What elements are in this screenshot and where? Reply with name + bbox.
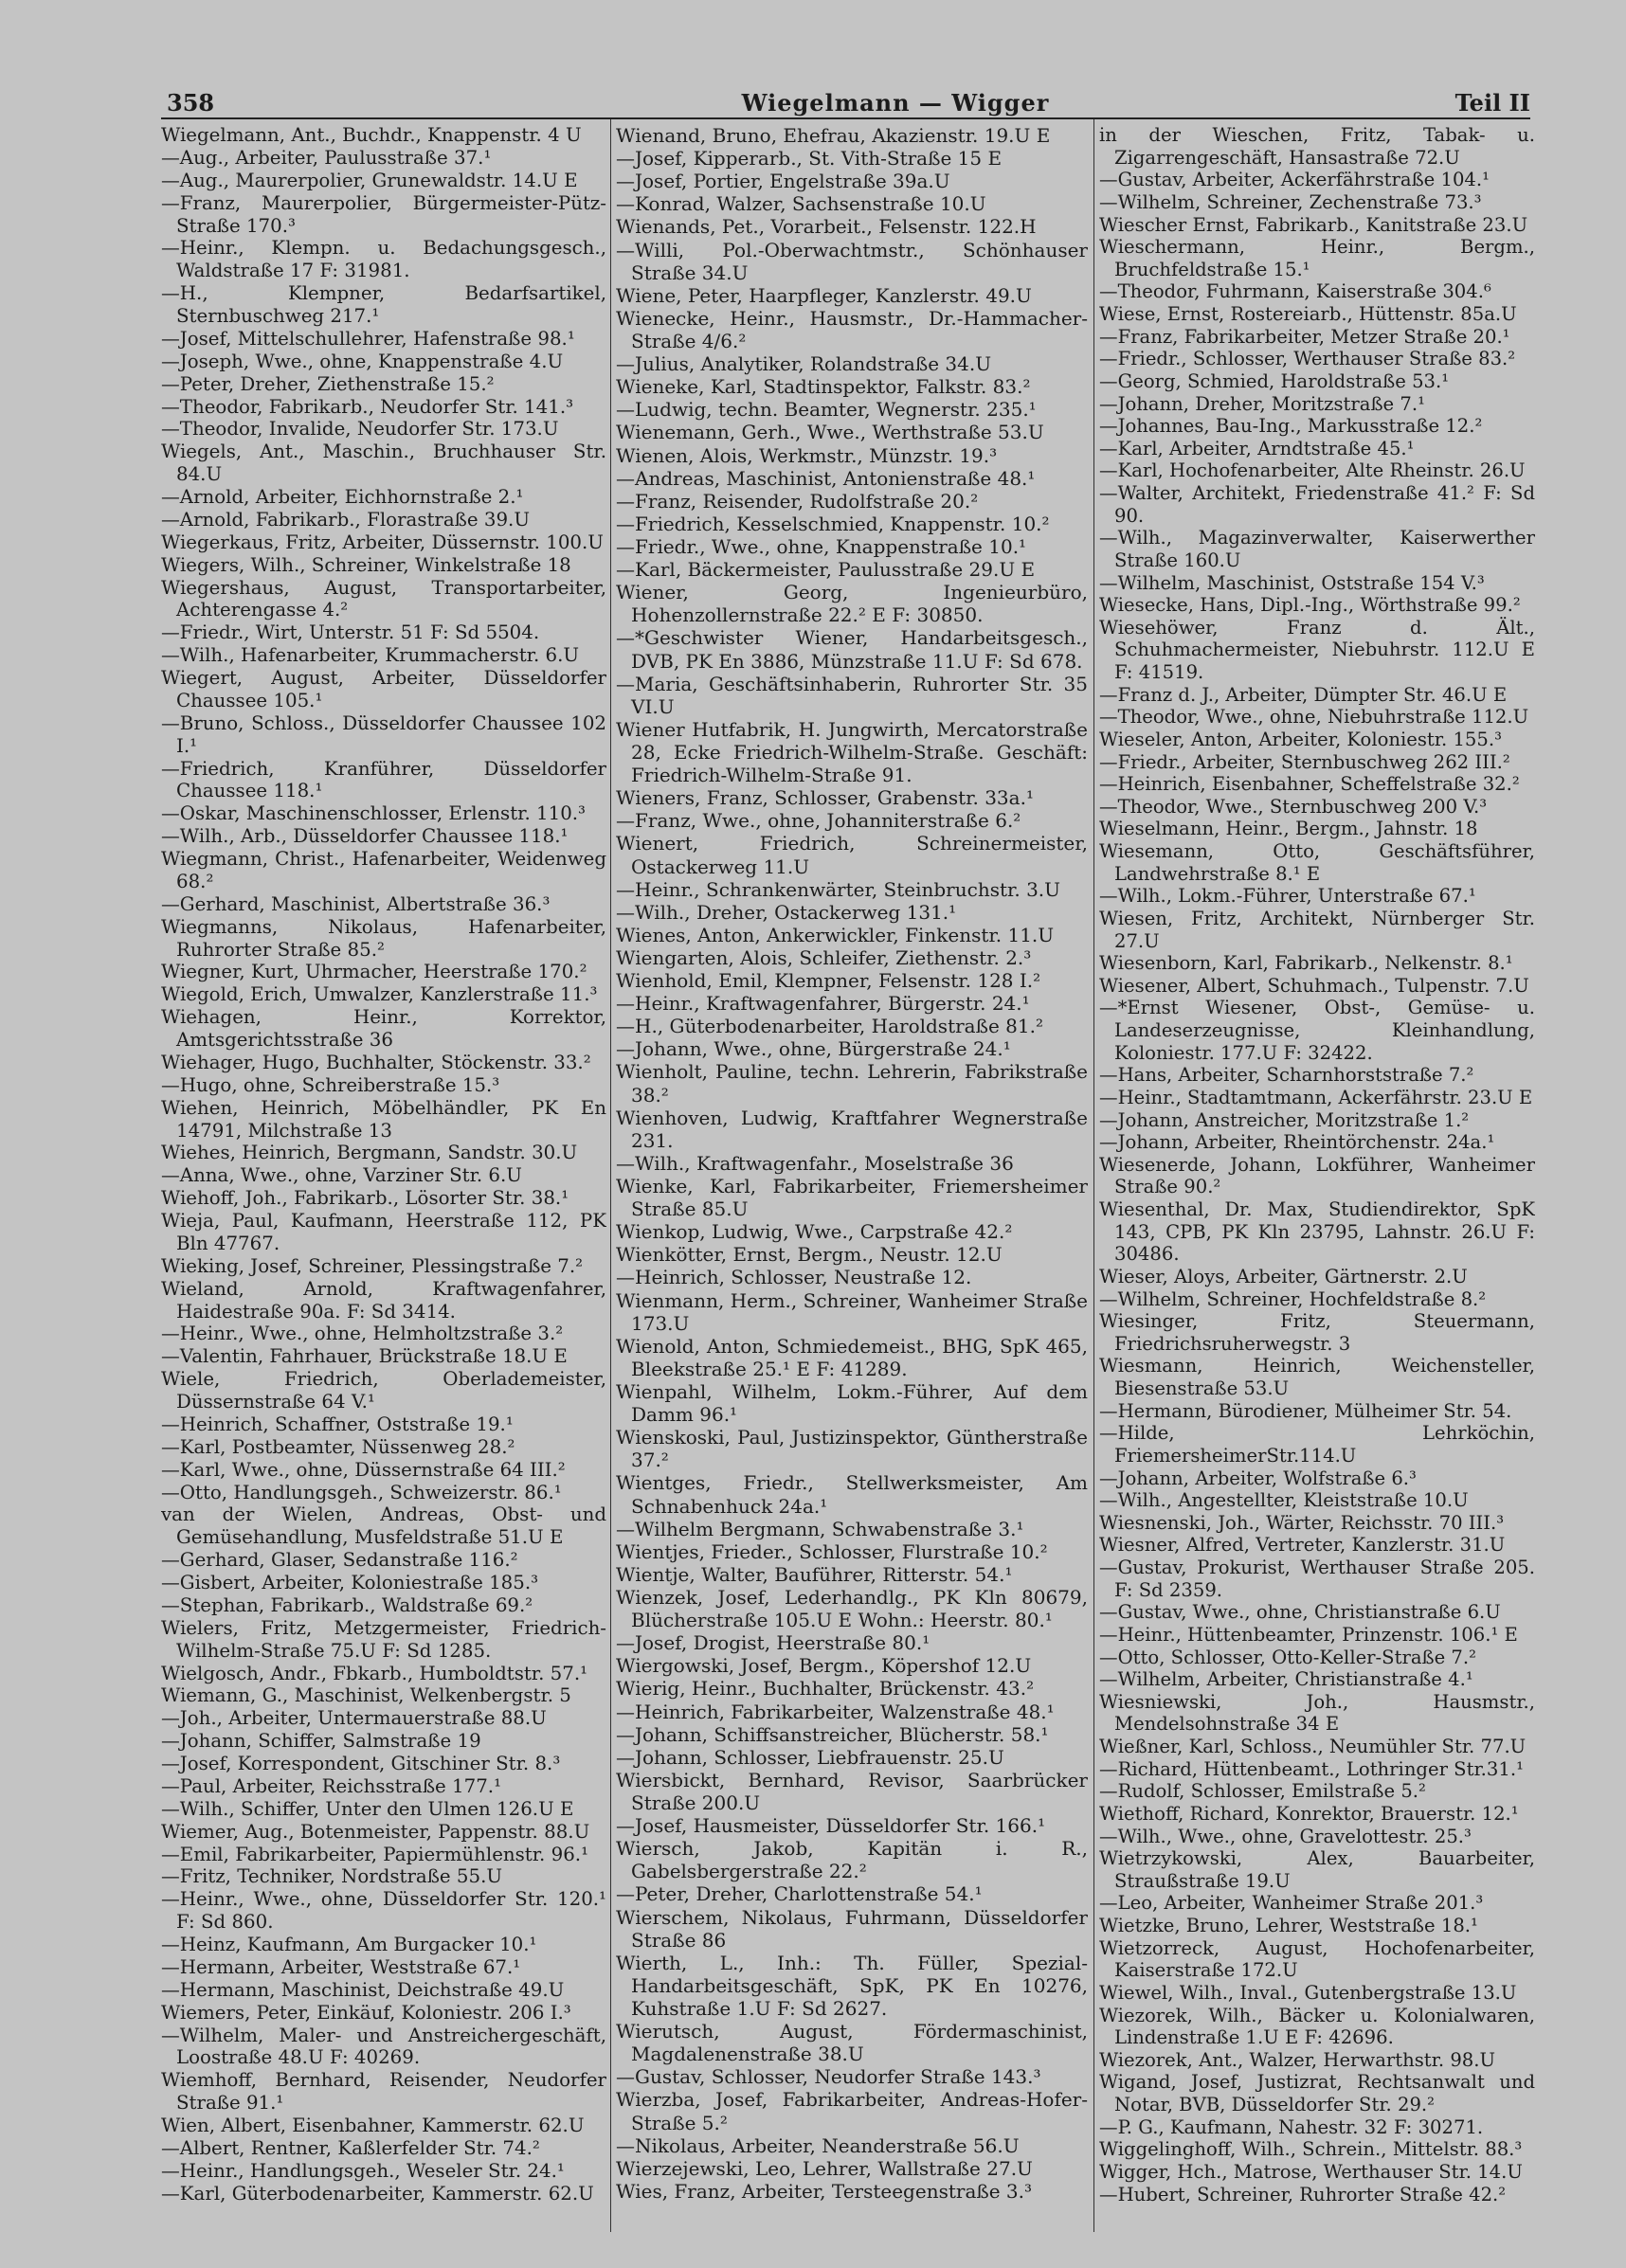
directory-entry: —Nikolaus, Arbeiter, Neanderstraße 56.U (616, 2133, 1020, 2157)
directory-entry: —Maria, Geschäftsinhaberin, Ruhrorter Str. 35 VI.U (616, 672, 1088, 718)
directory-entry: —Johann, Schlosser, Liebfrauenstr. 25.U (616, 1745, 1004, 1769)
directory-entry: —Wilh., Hafenarbeiter, Krummacherstr. 6.U (161, 644, 580, 667)
directory-entry: —Aug., Maurerpolier, Grunewaldstr. 14.U E (161, 169, 578, 191)
directory-entry: Wiemer, Aug., Botenmeister, Pappenstr. 88.U (161, 1820, 590, 1843)
directory-entry: —Heinr., Klempn. u. Bedachungsgesch., Waldstraße 17 F: 31981. (161, 237, 606, 282)
directory-entry: —Johann, Arbeiter, Rheintörchenstr. 24a.¹ (1099, 1131, 1495, 1154)
directory-entry: —Theodor, Invalide, Neudorfer Str. 173.U (161, 418, 559, 441)
directory-entry: Wienecke, Heinr., Hausmstr., Dr.-Hammacher-Straße 4/6.² (616, 306, 1088, 352)
directory-entry: in der Wieschen, Fritz, Tabak- u. Zigarrengeschäft, Hansastraße 72.U (1099, 124, 1535, 169)
directory-entry: —Rudolf, Schlosser, Emilstraße 5.² (1099, 1780, 1426, 1803)
directory-entry: Wieser, Aloys, Arbeiter, Gärtnerstr. 2.U (1099, 1265, 1468, 1287)
page-number: 358 (167, 89, 215, 117)
directory-entry: —Heinr., Wwe., ohne, Helmholtzstraße 3.² (161, 1323, 564, 1345)
directory-entry: Wiegershaus, August, Transportarbeiter, Achterengasse 4.² (161, 576, 606, 621)
directory-entry: Wienhoven, Ludwig, Kraftfahrer Wegnerstraße 231. (616, 1106, 1088, 1152)
directory-entry: —Gustav, Prokurist, Werthauser Straße 205. F: Sd 2359. (1099, 1557, 1535, 1601)
directory-entry: —Johann, Wwe., ohne, Bürgerstraße 24.¹ (616, 1037, 1011, 1061)
directory-entry: Wienand, Bruno, Ehefrau, Akazienstr. 19.U E (616, 124, 1051, 147)
part-label: Teil II (1454, 89, 1530, 117)
directory-entry: —Friedr., Schlosser, Werthauser Straße 83.² (1099, 348, 1516, 370)
directory-entry: Wiegers, Wilh., Schreiner, Winkelstraße 18 (161, 553, 571, 576)
directory-entry: Wieja, Paul, Kaufmann, Heerstraße 112, PK Bln 47767. (161, 1210, 606, 1254)
directory-entry: Wienands, Pet., Vorarbeit., Felsenstr. 122.H (616, 215, 1037, 239)
directory-entry: —Hilde, Lehrköchin, FriemersheimerStr.114.U (1099, 1422, 1535, 1467)
directory-entry: Wiesenborn, Karl, Fabrikarb., Nelkenstr. 8.¹ (1099, 952, 1513, 975)
directory-entry: Wiezorek, Wilh., Bäcker u. Kolonialwaren, Lindenstraße 1.U E F: 42696. (1099, 2004, 1535, 2049)
directory-entry: Wiehagen, Heinr., Korrektor, Amtsgerichtsstraße 36 (161, 1006, 606, 1051)
directory-entry: —Wilh., Kraftwagenfahr., Moselstraße 36 (616, 1151, 1014, 1175)
directory-entry: —Otto, Handlungsgeh., Schweizerstr. 86.¹ (161, 1481, 562, 1503)
directory-entry: Wiescher Ernst, Fabrikarb., Kanitstraße 23.U (1099, 213, 1528, 236)
directory-entry: Wiersbickt, Bernhard, Revisor, Saarbrücker Straße 200.U (616, 1768, 1088, 1814)
directory-entry: —Gustav, Arbeiter, Ackerfährstraße 104.¹ (1099, 169, 1490, 191)
directory-entry: Wiemhoff, Bernhard, Reisender, Neudorfer Straße 91.¹ (161, 2069, 606, 2115)
directory-entry: Wien, Albert, Eisenbahner, Kammerstr. 62.U (161, 2115, 585, 2136)
directory-entry: Wieking, Josef, Schreiner, Plessingstraße 7.² (161, 1254, 584, 1277)
directory-entry: —Heinrich, Schaffner, Oststraße 19.¹ (161, 1413, 514, 1435)
directory-entry: Wiegels, Ant., Maschin., Bruchhauser Str. 84.U (161, 441, 606, 486)
directory-entry: Wiese, Ernst, Rostereiarb., Hüttenstr. 85a.U (1099, 303, 1517, 325)
directory-entry: —Heinrich, Schlosser, Neustraße 12. (616, 1266, 972, 1289)
directory-entry: —Konrad, Walzer, Sachsenstraße 10.U (616, 192, 986, 216)
directory-entry: Wiesener, Albert, Schuhmach., Tulpenstr. 7.U (1099, 974, 1529, 997)
directory-entry: —Wilhelm Bergmann, Schwabenstraße 3.¹ (616, 1517, 1024, 1540)
directory-entry: —Karl, Güterbodenarbeiter, Kammerstr. 62.U (161, 2182, 594, 2205)
directory-entry: —Heinr., Wwe., ohne, Düsseldorfer Str. 120.¹ F: Sd 860. (161, 1888, 606, 1934)
directory-entry: Wienert, Friedrich, Schreinermeister, Ostackerweg 11.U (616, 832, 1088, 878)
directory-entry: —Gerhard, Glaser, Sedanstraße 116.² (161, 1549, 518, 1572)
directory-entry: —Fritz, Techniker, Nordstraße 55.U (161, 1865, 503, 1888)
directory-entry: —Wilhelm, Arbeiter, Christianstraße 4.¹ (1099, 1668, 1473, 1691)
directory-entry: Wiegerkaus, Fritz, Arbeiter, Düssernstr. 100.U (161, 531, 604, 553)
directory-entry: —Karl, Bäckermeister, Paulusstraße 29.U E (616, 558, 1036, 582)
directory-entry: Wietrzykowski, Alex, Bauarbeiter, Straußstraße 19.U (1099, 1847, 1535, 1892)
directory-entry: Wigger, Hch., Matrose, Werthauser Str. 14.U (1099, 2160, 1523, 2183)
directory-entry: —Walter, Architekt, Friedenstraße 41.² F: Sd 90. (1099, 482, 1535, 527)
directory-entry: —Josef, Mittelschullehrer, Hafenstraße 98.¹ (161, 327, 575, 350)
directory-entry: —Heinrich, Fabrikarbeiter, Walzenstraße 48.¹ (616, 1700, 1055, 1723)
directory-entry: Wienke, Karl, Fabrikarbeiter, Friemersheimer Straße 85.U (616, 1175, 1088, 1221)
directory-entry: Wiegelmann, Ant., Buchdr., Knappenstr. 4 U (161, 124, 582, 146)
directory-entry: —P. G., Kaufmann, Nahestr. 32 F: 30271. (1099, 2115, 1484, 2138)
directory-entry: Wienzek, Josef, Lederhandlg., PK Kln 80679, Blücherstraße 105.U E Wohn.: Heerstr. 80.¹ (616, 1586, 1088, 1632)
directory-entry: —Andreas, Maschinist, Antonienstraße 48.¹ (616, 466, 1036, 490)
directory-entry: —Josef, Hausmeister, Düsseldorfer Str. 166.¹ (616, 1814, 1046, 1838)
directory-entry: —Joseph, Wwe., ohne, Knappenstraße 4.U (161, 350, 564, 372)
directory-entry: Wiewel, Wilh., Inval., Gutenbergstraße 13.U (1099, 1981, 1517, 2004)
directory-entry: Wiele, Friedrich, Oberlademeister, Düssernstraße 64 V.¹ (161, 1368, 606, 1413)
directory-entry: —Friedrich, Kranführer, Düsseldorfer Chaussee 118.¹ (161, 757, 606, 802)
directory-entry: —Johann, Schiffer, Salmstraße 19 (161, 1730, 481, 1753)
directory-entry: —Friedr., Wwe., ohne, Knappenstraße 10.¹ (616, 534, 1027, 558)
directory-entry: —*Geschwister Wiener, Handarbeitsgesch., DVB, PK En 3886, Münzstraße 11.U F: Sd 678. (616, 626, 1088, 673)
directory-entry: Wiesinger, Fritz, Steuermann, Friedrichsruherwegstr. 3 (1099, 1310, 1535, 1355)
directory-entry: Wiehoff, Joh., Fabrikarb., Lösorter Str. 38.¹ (161, 1187, 569, 1210)
directory-entry: —Franz, Reisender, Rudolfstraße 20.² (616, 489, 979, 513)
directory-entry: Wieselmann, Heinr., Bergm., Jahnstr. 18 (1099, 818, 1478, 840)
directory-entry: Wienholt, Pauline, techn. Lehrerin, Fabrikstraße 38.² (616, 1060, 1088, 1107)
directory-entry: Wierzejewski, Leo, Lehrer, Wallstraße 27.U (616, 2156, 1033, 2180)
directory-entry: —Theodor, Wwe., ohne, Niebuhrstraße 112.U (1099, 706, 1529, 729)
column-divider (610, 119, 611, 2232)
directory-entry: —Heinr., Handlungsgeh., Weseler Str. 24.¹ (161, 2159, 565, 2182)
directory-entry: —Hermann, Maschinist, Deichstraße 49.U (161, 1978, 565, 2001)
directory-entry: —Wilh., Angestellter, Kleiststraße 10.U (1099, 1489, 1469, 1512)
directory-entry: Wiegert, August, Arbeiter, Düsseldorfer Chaussee 105.¹ (161, 667, 606, 711)
column-divider (1093, 119, 1094, 2232)
header-rule (161, 117, 1530, 119)
directory-entry: Wiesenerde, Johann, Lokführer, Wanheimer Straße 90.² (1099, 1153, 1535, 1198)
directory-entry: Wientges, Friedr., Stellwerksmeister, Am Schnabenhuck 24a.¹ (616, 1471, 1088, 1518)
directory-entry: Wierutsch, August, Fördermaschinist, Magdalenenstraße 38.U (616, 2020, 1088, 2066)
directory-entry: —Anna, Wwe., ohne, Varziner Str. 6.U (161, 1164, 522, 1187)
directory-entry: Wiersch, Jakob, Kapitän i. R., Gabelsbergerstraße 22.² (616, 1837, 1088, 1883)
directory-entry: —Peter, Dreher, Ziethenstraße 15.² (161, 372, 495, 395)
directory-entry: Wiergowski, Josef, Bergm., Köpershof 12.U (616, 1654, 1032, 1678)
directory-entry: —Wilhelm, Schreiner, Hochfeldstraße 8.² (1099, 1287, 1487, 1310)
directory-entry: —Gerhard, Maschinist, Albertstraße 36.³ (161, 892, 551, 915)
directory-entry: Wientjes, Frieder., Schlosser, Flurstraße 10.² (616, 1539, 1048, 1563)
directory-entry: Wienkop, Ludwig, Wwe., Carpstraße 42.² (616, 1220, 1013, 1244)
directory-entry: Wiethoff, Richard, Konrektor, Brauerstr. 12.¹ (1099, 1802, 1519, 1825)
directory-entry: Wiemers, Peter, Einkäuf, Koloniestr. 206 I.³ (161, 2001, 571, 2024)
directory-entry: Wießner, Karl, Schloss., Neumühler Str. 77.U (1099, 1736, 1527, 1757)
directory-entry: Wiesemann, Otto, Geschäftsführer, Landwehrstraße 8.¹ E (1099, 840, 1535, 885)
running-title: Wiegelmann — Wigger (741, 89, 1050, 117)
directory-entry: Wieschermann, Heinr., Bergm., Bruchfeldstraße 15.¹ (1099, 236, 1535, 280)
directory-entry: —Paul, Arbeiter, Reichsstraße 177.¹ (161, 1774, 502, 1797)
directory-entry: —Heinz, Kaufmann, Am Burgacker 10.¹ (161, 1934, 537, 1955)
directory-entry: —Wilh., Wwe., ohne, Gravelottestr. 25.³ (1099, 1825, 1472, 1847)
directory-entry: Wigand, Josef, Justizrat, Rechtsanwalt und Notar, BVB, Düsseldorfer Str. 29.² (1099, 2071, 1535, 2115)
directory-entry: —H., Güterbodenarbeiter, Haroldstraße 81.² (616, 1015, 1043, 1038)
directory-entry: Wiehes, Heinrich, Bergmann, Sandstr. 30.U (161, 1142, 578, 1164)
directory-entry: —H., Klempner, Bedarfsartikel, Sternbuschweg 217.¹ (161, 282, 606, 327)
directory-entry: —Johannes, Bau-Ing., Markusstraße 12.² (1099, 415, 1483, 438)
directory-entry: Wiesmann, Heinrich, Weichensteller, Biesenstraße 53.U (1099, 1355, 1535, 1399)
directory-entry: —Franz, Maurerpolier, Bürgermeister-Pütz-Straße 170.³ (161, 191, 606, 237)
directory-entry: Wiesecke, Hans, Dipl.-Ing., Wörthstraße 99.² (1099, 594, 1521, 617)
directory-entry: —Wilh., Lokm.-Führer, Unterstraße 67.¹ (1099, 885, 1476, 908)
directory-entry: —Franz, Fabrikarbeiter, Metzer Straße 20.¹ (1099, 325, 1510, 348)
directory-entry: —Franz, Wwe., ohne, Johanniterstraße 6.² (616, 809, 1021, 833)
directory-entry: —Ludwig, techn. Beamter, Wegnerstr. 235.¹ (616, 398, 1037, 422)
directory-entry: Wiegold, Erich, Umwalzer, Kanzlerstraße 11.³ (161, 983, 598, 1006)
directory-entry: —Gustav, Schlosser, Neudorfer Straße 143.³ (616, 2065, 1041, 2089)
directory-entry: —Josef, Portier, Engelstraße 39a.U (616, 170, 950, 193)
directory-entry: Wiehen, Heinrich, Möbelhändler, PK En 14791, Milchstraße 13 (161, 1096, 606, 1142)
directory-entry: —Wilh., Arb., Düsseldorfer Chaussee 118.¹ (161, 825, 569, 848)
directory-entry: Wierth, L., Inh.: Th. Füller, Spezial-Handarbeitsgeschäft, SpK, PK En 10276, Kuhstraße 1.U F: Sd 2627. (616, 1951, 1088, 2020)
directory-entry: —Johann, Dreher, Moritzstraße 7.¹ (1099, 392, 1425, 415)
directory-entry: —Heinrich, Eisenbahner, Scheffelstraße 32.² (1099, 773, 1520, 796)
directory-entry: Wiene, Peter, Haarpfleger, Kanzlerstr. 49.U (616, 283, 1032, 307)
directory-entry: Wienes, Anton, Ankerwickler, Finkenstr. 11.U (616, 923, 1055, 946)
directory-entry: —Hermann, Bürodiener, Mülheimer Str. 54. (1099, 1399, 1512, 1422)
directory-entry: —Hubert, Schreiner, Ruhrorter Straße 42.² (1099, 2183, 1507, 2205)
directory-entry: —Georg, Schmied, Haroldstraße 53.¹ (1099, 369, 1450, 392)
directory-entry: —Josef, Drogist, Heerstraße 80.¹ (616, 1631, 930, 1655)
directory-entry: Wienemann, Gerh., Wwe., Werthstraße 53.U (616, 421, 1044, 444)
directory-entry: —Peter, Dreher, Charlottenstraße 54.¹ (616, 1882, 983, 1906)
directory-entry: Wielgosch, Andr., Fbkarb., Humboldtstr. 57.¹ (161, 1662, 588, 1684)
directory-entry: —Willi, Pol.-Oberwachtmstr., Schönhauser Straße 34.U (616, 238, 1088, 284)
directory-entry: —Gisbert, Arbeiter, Koloniestraße 185.³ (161, 1572, 539, 1593)
directory-entry: Wierschem, Nikolaus, Fuhrmann, Düsseldorfer Straße 86 (616, 1905, 1088, 1952)
directory-entry: —Johann, Arbeiter, Wolfstraße 6.³ (1099, 1467, 1417, 1489)
directory-entry: —Hugo, ohne, Schreiberstraße 15.³ (161, 1073, 500, 1096)
directory-entry: Wienkötter, Ernst, Bergm., Neustr. 12.U (616, 1243, 1003, 1267)
directory-entry: Wieners, Franz, Schlosser, Grabenstr. 33a.¹ (616, 786, 1034, 810)
directory-entry: Wiesen, Fritz, Architekt, Nürnberger Str. 27.U (1099, 907, 1535, 952)
directory-entry: —Karl, Postbeamter, Nüssenweg 28.² (161, 1435, 515, 1458)
directory-entry: —Oskar, Maschinenschlosser, Erlenstr. 110.³ (161, 802, 586, 825)
directory-entry: —Josef, Korrespondent, Gitschiner Str. 8.³ (161, 1753, 561, 1774)
directory-entry: —Heinr., Schrankenwärter, Steinbruchstr. 3.U (616, 877, 1061, 901)
directory-entry: —Karl, Arbeiter, Arndtstraße 45.¹ (1099, 437, 1415, 459)
directory-entry: —Karl, Hochofenarbeiter, Alte Rheinstr. 26.U (1099, 459, 1526, 482)
directory-entry: Wietzke, Bruno, Lehrer, Weststraße 18.¹ (1099, 1915, 1478, 1936)
directory-entry: Wiegmanns, Nikolaus, Hafenarbeiter, Ruhrorter Straße 85.² (161, 915, 606, 961)
directory-entry: —Hans, Arbeiter, Scharnhorststraße 7.² (1099, 1064, 1474, 1087)
directory-entry: Wiesnenski, Joh., Wärter, Reichsstr. 70 III.³ (1099, 1511, 1505, 1534)
directory-entry: —Richard, Hüttenbeamt., Lothringer Str.31.¹ (1099, 1757, 1524, 1780)
directory-column-1 (161, 124, 606, 2232)
directory-entry: Wienen, Alois, Werkmstr., Münzstr. 19.³ (616, 443, 998, 467)
directory-entry: —*Ernst Wiesener, Obst-, Gemüse- u. Landeserzeugnisse, Kleinhandlung, Koloniestr. 177.U F: 32422. (1099, 997, 1535, 1064)
directory-entry: —Aug., Arbeiter, Paulusstraße 37.¹ (161, 146, 492, 169)
directory-entry: —Johann, Schiffsanstreicher, Blücherstr. 58.¹ (616, 1722, 1049, 1746)
directory-entry: —Theodor, Wwe., Sternbuschweg 200 V.³ (1099, 795, 1488, 818)
directory-entry: —Friedrich, Kesselschmied, Knappenstr. 10.² (616, 512, 1050, 535)
directory-entry: Wiemann, G., Maschinist, Welkenbergstr. 5 (161, 1684, 571, 1707)
directory-entry: Wiesner, Alfred, Vertreter, Kanzlerstr. 31.U (1099, 1534, 1506, 1557)
directory-entry: —Wilh., Magazinverwalter, Kaiserwerther Straße 160.U (1099, 527, 1535, 571)
directory-entry: —Wilh., Dreher, Ostackerweg 131.¹ (616, 900, 957, 924)
directory-entry: Wiezorek, Ant., Walzer, Herwarthstr. 98.U (1099, 2048, 1496, 2071)
directory-entry: Wierig, Heinr., Buchhalter, Brückenstr. 43.² (616, 1677, 1035, 1701)
directory-entry: —Johann, Anstreicher, Moritzstraße 1.² (1099, 1108, 1470, 1131)
directory-entry: Wienskoski, Paul, Justizinspektor, Güntherstraße 37.² (616, 1426, 1088, 1472)
directory-entry: Wiesenthal, Dr. Max, Studiendirektor, SpK 143, CPB, PK Kln 23795, Lahnstr. 26.U F: 30486. (1099, 1198, 1535, 1266)
directory-entry: Wiggelinghoff, Wilh., Schrein., Mittelstr. 88.³ (1099, 2138, 1523, 2161)
directory-entry: Wiesniewski, Joh., Hausmstr., Mendelsohnstraße 34 E (1099, 1690, 1535, 1736)
directory-entry: Wieseler, Anton, Arbeiter, Koloniestr. 155.³ (1099, 728, 1502, 750)
directory-entry: Wielers, Fritz, Metzgermeister, Friedrich-Wilhelm-Straße 75.U F: Sd 1285. (161, 1616, 606, 1662)
directory-entry: —Wilhelm, Maler- und Anstreichergeschäft, Loostraße 48.U F: 40269. (161, 2024, 606, 2069)
directory-entry: Wienpahl, Wilhelm, Lokm.-Führer, Auf dem Damm 96.¹ (616, 1380, 1088, 1427)
directory-entry: —Theodor, Fuhrmann, Kaiserstraße 304.⁶ (1099, 280, 1491, 303)
directory-entry: —Friedr., Arbeiter, Sternbuschweg 262 III.² (1099, 750, 1510, 773)
directory-entry: —Albert, Rentner, Kaßlerfelder Str. 74.² (161, 2136, 540, 2159)
directory-entry: van der Wielen, Andreas, Obst- und Gemüsehandlung, Musfeldstraße 51.U E (161, 1503, 606, 1549)
directory-entry: —Arnold, Arbeiter, Eichhornstraße 2.¹ (161, 486, 524, 508)
directory-entry: —Emil, Fabrikarbeiter, Papiermühlenstr. 96.¹ (161, 1843, 588, 1865)
directory-entry: Wienmann, Herm., Schreiner, Wanheimer Straße 173.U (616, 1288, 1088, 1335)
directory-entry: Wientje, Walter, Bauführer, Ritterstr. 54.¹ (616, 1562, 1013, 1586)
directory-entry: Wienold, Anton, Schmiedemeist., BHG, SpK 465, Bleekstraße 25.¹ E F: 41289. (616, 1334, 1088, 1380)
directory-entry: —Joh., Arbeiter, Untermauerstraße 88.U (161, 1707, 547, 1730)
directory-entry: —Karl, Wwe., ohne, Düssernstraße 64 III.² (161, 1458, 566, 1481)
directory-entry: —Hermann, Arbeiter, Weststraße 67.¹ (161, 1955, 521, 1978)
directory-entry: —Heinr., Kraftwagenfahrer, Bürgerstr. 24.¹ (616, 992, 1030, 1016)
directory-entry: Wiegmann, Christ., Hafenarbeiter, Weidenweg 68.² (161, 848, 606, 892)
directory-entry: —Gustav, Wwe., ohne, Christianstraße 6.U (1099, 1601, 1501, 1624)
directory-entry: Wierzba, Josef, Fabrikarbeiter, Andreas-Hofer-Straße 5.² (616, 2088, 1088, 2134)
directory-entry: —Theodor, Fabrikarb., Neudorfer Str. 141.³ (161, 395, 574, 418)
directory-entry: —Valentin, Fahrhauer, Brückstraße 18.U E (161, 1345, 568, 1368)
directory-entry: Wiener, Georg, Ingenieurbüro, Hohenzollernstraße 22.² E F: 30850. (616, 581, 1088, 627)
directory-column-3 (1099, 124, 1535, 2232)
directory-entry: —Stephan, Fabrikarb., Waldstraße 69.² (161, 1593, 533, 1616)
directory-entry: Wiehager, Hugo, Buchhalter, Stöckenstr. 33.² (161, 1051, 591, 1073)
directory-column-2 (616, 124, 1088, 2232)
directory-entry: —Wilhelm, Schreiner, Zechenstraße 73.³ (1099, 190, 1482, 213)
directory-entry: Wieneke, Karl, Stadtinspektor, Falkstr. 83.² (616, 375, 1031, 399)
directory-entry: —Julius, Analytiker, Rolandstraße 34.U (616, 352, 992, 376)
directory-entry: —Heinr., Hüttenbeamter, Prinzenstr. 106.¹ E (1099, 1623, 1518, 1646)
directory-entry: Wiengarten, Alois, Schleifer, Ziethenstr. 2.³ (616, 945, 1032, 969)
directory-entry: Wieland, Arnold, Kraftwagenfahrer, Haidestraße 90a. F: Sd 3414. (161, 1277, 606, 1323)
directory-entry: —Josef, Kipperarb., St. Vith-Straße 15 E (616, 147, 1003, 171)
directory-entry: Wies, Franz, Arbeiter, Tersteegenstraße 3.³ (616, 2179, 1033, 2203)
directory-entry: —Arnold, Fabrikarb., Florastraße 39.U (161, 508, 531, 531)
directory-entry: Wiesehöwer, Franz d. Ält., Schuhmachermeister, Niebuhrstr. 112.U E F: 41519. (1099, 616, 1535, 683)
directory-entry: —Heinr., Stadtamtmann, Ackerfährstr. 23.U E (1099, 1086, 1533, 1108)
directory-entry: —Friedr., Wirt, Unterstr. 51 F: Sd 5504. (161, 621, 540, 644)
directory-entry: —Franz d. J., Arbeiter, Dümpter Str. 46.U E (1099, 683, 1508, 706)
directory-entry: —Leo, Arbeiter, Wanheimer Straße 201.³ (1099, 1892, 1484, 1915)
directory-entry: Wiegner, Kurt, Uhrmacher, Heerstraße 170.² (161, 961, 587, 983)
directory-entry: Wiener Hutfabrik, H. Jungwirth, Mercatorstraße 28, Ecke Friedrich-Wilhelm-Straße. Geschäft: Friedrich-Wilhelm-Straße 91. (616, 717, 1088, 787)
directory-entry: —Bruno, Schloss., Düsseldorfer Chaussee 102 I.¹ (161, 711, 606, 757)
directory-entry: —Wilhelm, Maschinist, Oststraße 154 V.³ (1099, 571, 1485, 594)
directory-entry: —Otto, Schlosser, Otto-Keller-Straße 7.² (1099, 1646, 1476, 1668)
directory-entry: Wietzorreck, August, Hochofenarbeiter, Kaiserstraße 172.U (1099, 1936, 1535, 1982)
directory-entry: Wienhold, Emil, Klempner, Felsenstr. 128 I.² (616, 969, 1041, 993)
directory-entry: —Wilh., Schiffer, Unter den Ulmen 126.U E (161, 1797, 574, 1820)
